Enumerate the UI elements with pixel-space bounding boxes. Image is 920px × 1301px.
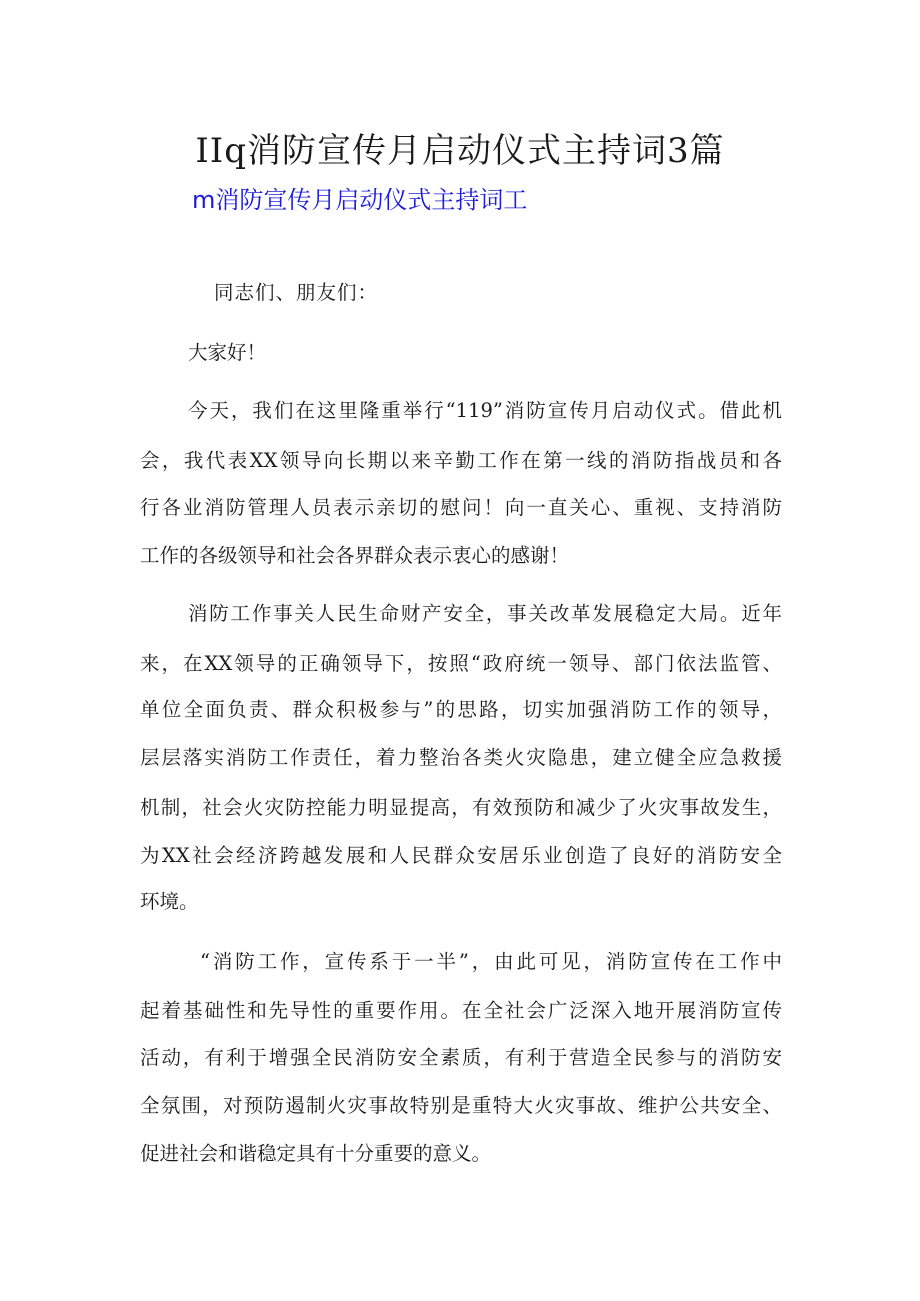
paragraph-line: 机制，社会火灾防控能力明显提高，有效预防和减少了火灾事故发生，: [140, 796, 782, 819]
paragraph-line: 单位全面负责、群众积极参与”的思路，切实加强消防工作的领导，: [140, 698, 782, 721]
paragraph-line: 来，在XX领导的正确领导下，按照“政府统一领导、部门依法监管、: [140, 652, 782, 675]
paragraph-line: 消防工作事关人民生命财产安全，事关改革发展稳定大局。近年: [188, 602, 782, 625]
paragraph-line: 环境。: [140, 890, 199, 913]
paragraph-line: “消防工作，宣传系于一半”，由此可见，消防宣传在工作中: [200, 950, 782, 973]
greeting: 大家好！: [188, 341, 267, 364]
paragraph-line: 活动，有利于增强全民消防安全素质，有利于营造全民参与的消防安: [140, 1046, 782, 1069]
document-subtitle: m消防宣传月启动仪式主持词工: [192, 186, 528, 214]
document-title: IIq消防宣传月启动仪式主持词3篇: [195, 131, 725, 171]
paragraph-line: 层层落实消防工作责任，着力整治各类火灾隐患，建立健全应急救援: [140, 746, 782, 769]
paragraph-line: 行各业消防管理人员表示亲切的慰问！向一直关心、重视、支持消防: [140, 496, 782, 519]
paragraph-line: 今天，我们在这里隆重举行“119”消防宣传月启动仪式。借此机: [188, 399, 782, 422]
paragraph-line: 起着基础性和先导性的重要作用。在全社会广泛深入地开展消防宣传: [140, 999, 782, 1022]
paragraph-line: 会，我代表XX领导向长期以来辛勤工作在第一线的消防指战员和各: [140, 449, 782, 472]
paragraph-line: 促进社会和谐稳定具有十分重要的意义。: [140, 1142, 492, 1165]
paragraph-line: 为XX社会经济跨越发展和人民群众安居乐业创造了良好的消防安全: [140, 844, 782, 867]
paragraph-line: 工作的各级领导和社会各界群众表示衷心的感谢！: [140, 544, 570, 567]
paragraph-line: 全氛围，对预防遏制火灾事故特别是重特大火灾事故、维护公共安全、: [140, 1094, 782, 1117]
salutation: 同志们、朋友们：: [214, 281, 379, 304]
